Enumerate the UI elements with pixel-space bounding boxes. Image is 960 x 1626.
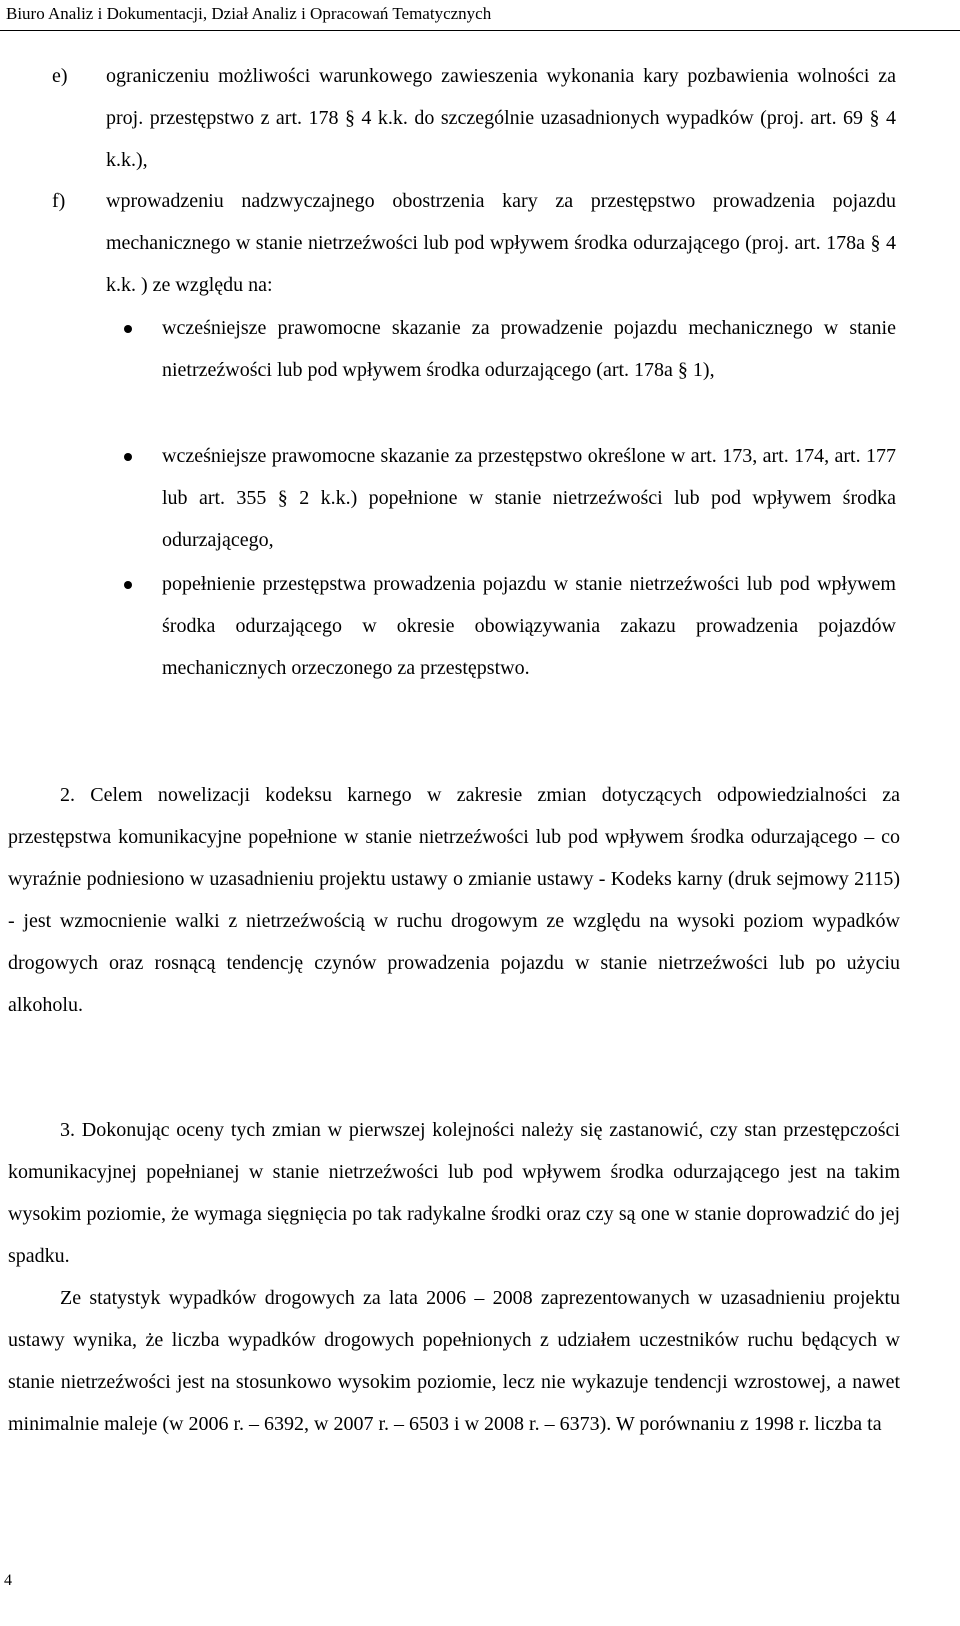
paragraph-3 bbox=[8, 1109, 900, 1277]
page-number: 4 bbox=[4, 1572, 12, 1589]
paragraph-text: 2. Celem nowelizacji kodeksu karnego w zakresie zmian dotyczących odpowiedzialności za przestępstwa komunikacyjne popełnione w stanie nietrzeźwości lub pod wpływem środka odurzającego – co wyraźnie podniesiono w uzasadnieniu projektu ustawy o zmianie ustawy - Kodeks karny (druk sejmowy 2115) - jest wzmocnienie walki z nietrzeźwością w ruchu drogowym ze względu na wysoki poziom wypadków drogowych oraz rosnącą tendencję czynów prowadzenia pojazdu w stanie nietrzeźwości lub po użyciu alkoholu. bbox=[8, 784, 900, 1016]
paragraph-statistics bbox=[8, 1277, 900, 1445]
bullet-text: wcześniejsze prawomocne skazanie za przestępstwo określone w art. 173, art. 174, art. 177 lub art. 355 § 2 k.k.) popełnione w stanie nietrzeźwości lub pod wpływem środka odurzającego, bbox=[162, 445, 896, 551]
list-item-text: wprowadzeniu nadzwyczajnego obostrzenia kary za przestępstwo prowadzenia pojazdu mechanicznego w stanie nietrzeźwości lub pod wpływem środka odurzającego (proj. art. 178a § 4 k.k. ) ze względu na: bbox=[106, 190, 896, 296]
paragraph-2 bbox=[8, 774, 900, 1026]
bullet-text: wcześniejsze prawomocne skazanie za prowadzenie pojazdu mechanicznego w stanie nietrzeźwości lub pod wpływem środka odurzającego (art. 178a § 1), bbox=[162, 317, 896, 381]
paragraph-text: 3. Dokonując oceny tych zmian w pierwszej kolejności należy się zastanowić, czy stan przestępczości komunikacyjnej popełnianej w stanie nietrzeźwości lub pod wpływem środka odurzającego jest na takim wysokim poziomie, że wymaga sięgnięcia po tak radykalne środki oraz czy są one w stanie doprowadzić do jej spadku. bbox=[8, 1119, 900, 1267]
bullet-icon bbox=[124, 453, 132, 461]
list-item-label: f) bbox=[52, 190, 66, 212]
header-divider bbox=[0, 30, 960, 31]
list-item-label: e) bbox=[52, 65, 68, 87]
bullet-icon bbox=[124, 325, 132, 333]
document-header: Biuro Analiz i Dokumentacji, Dział Analiz i Opracowań Tematycznych bbox=[6, 4, 492, 23]
list-item-text: ograniczeniu możliwości warunkowego zawieszenia wykonania kary pozbawienia wolności za proj. przestępstwo z art. 178 § 4 k.k. do szczególnie uzasadnionych wypadków (proj. art. 69 § 4 k.k.), bbox=[106, 65, 896, 171]
bullet-text: popełnienie przestępstwa prowadzenia pojazdu w stanie nietrzeźwości lub pod wpływem środka odurzającego w okresie obowiązywania zakazu prowadzenia pojazdów mechanicznych orzeczonego za przestępstwo. bbox=[162, 573, 896, 679]
paragraph-text: Ze statystyk wypadków drogowych za lata 2006 – 2008 zaprezentowanych w uzasadnieniu projektu ustawy wynika, że liczba wypadków drogowych popełnionych z udziałem uczestników ruchu będących w stanie nietrzeźwości jest na stosunkowo wysokim poziomie, lecz nie wykazuje tendencji wzrostowej, a nawet minimalnie maleje (w 2006 r. – 6392, w 2007 r. – 6503 i w 2008 r. – 6373). W porównaniu z 1998 r. liczba ta bbox=[8, 1287, 900, 1435]
bullet-icon bbox=[124, 581, 132, 589]
